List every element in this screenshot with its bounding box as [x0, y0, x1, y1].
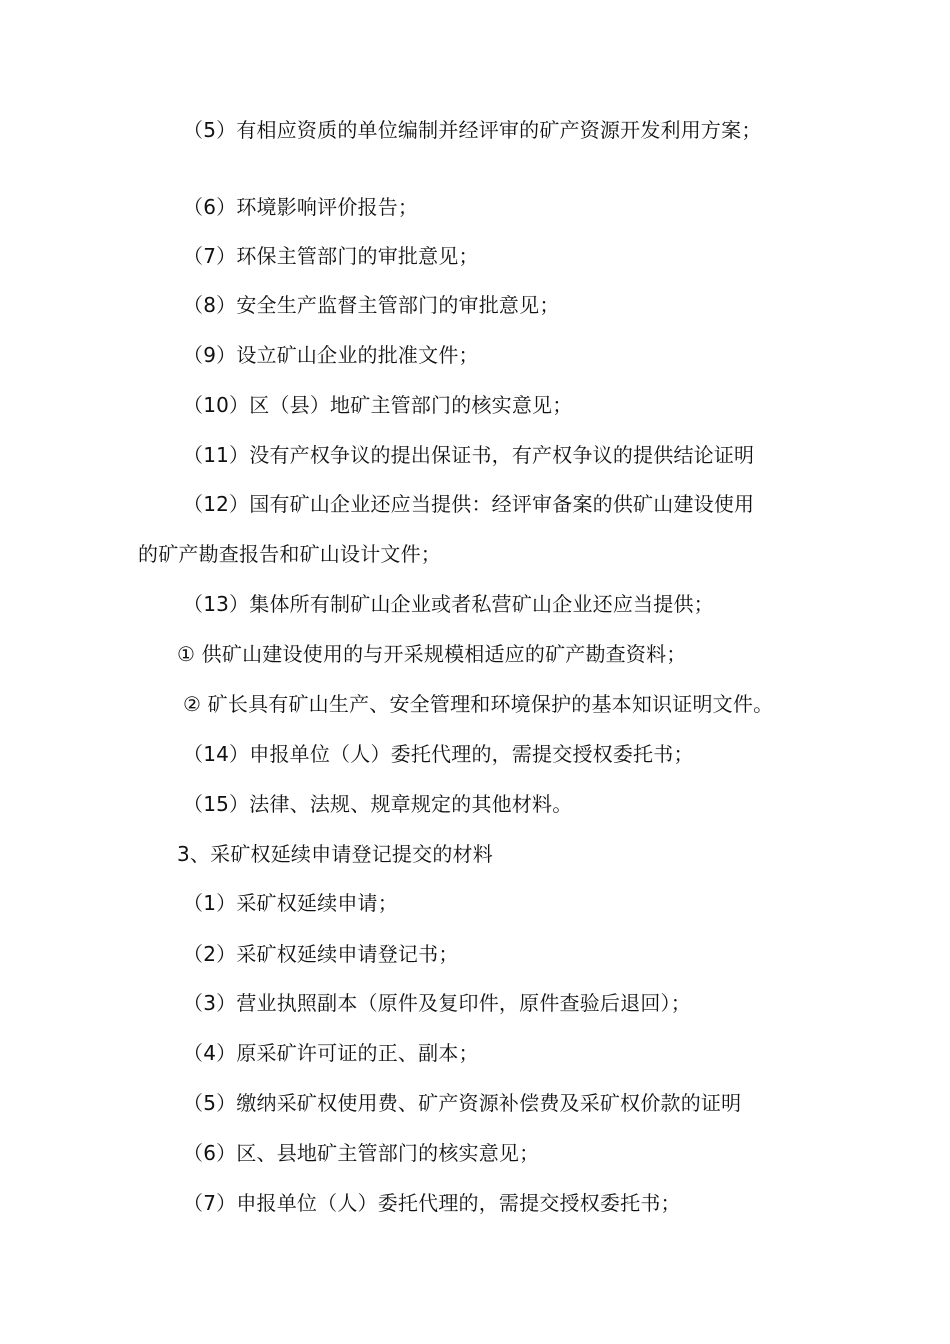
text-line: （2）采矿权延续申请登记书；	[183, 942, 459, 966]
text-line: （10）区（县）地矿主管部门的核实意见；	[183, 393, 573, 417]
text-line: （11）没有产权争议的提出保证书，有产权争议的提供结论证明	[183, 443, 755, 467]
text-line: （6）区、县地矿主管部门的核实意见；	[183, 1141, 540, 1165]
text-line: 的矿产勘查报告和矿山设计文件；	[138, 542, 441, 566]
text-line: （6）环境影响评价报告；	[183, 195, 419, 219]
text-line: （7）环保主管部门的审批意见；	[183, 244, 479, 268]
text-line: ② 矿长具有矿山生产、安全管理和环境保护的基本知识证明文件。	[183, 692, 774, 716]
text-line: （9）设立矿山企业的批准文件；	[183, 343, 479, 367]
text-line: （1）采矿权延续申请；	[183, 891, 398, 915]
text-line: （5）缴纳采矿权使用费、矿产资源补偿费及采矿权价款的证明	[183, 1091, 742, 1115]
text-line: （8）安全生产监督主管部门的审批意见；	[183, 293, 560, 317]
text-line: （14）申报单位（人）委托代理的，需提交授权委托书；	[183, 742, 694, 766]
text-line: （4）原采矿许可证的正、副本；	[183, 1041, 479, 1065]
text-line: ① 供矿山建设使用的与开采规模相适应的矿产勘查资料；	[177, 642, 687, 666]
text-line: （15）法律、法规、规章规定的其他材料。	[183, 792, 573, 816]
text-line: （5）有相应资质的单位编制并经评审的矿产资源开发利用方案；	[183, 118, 762, 142]
text-line: （7）申报单位（人）委托代理的，需提交授权委托书；	[183, 1191, 681, 1215]
text-line: （3）营业执照副本（原件及复印件，原件查验后退回）；	[183, 991, 691, 1015]
section-heading: 3、采矿权延续申请登记提交的材料	[177, 842, 493, 866]
text-line: （13）集体所有制矿山企业或者私营矿山企业还应当提供；	[183, 592, 714, 616]
text-line: （12）国有矿山企业还应当提供：经评审备案的供矿山建设使用	[183, 492, 755, 516]
